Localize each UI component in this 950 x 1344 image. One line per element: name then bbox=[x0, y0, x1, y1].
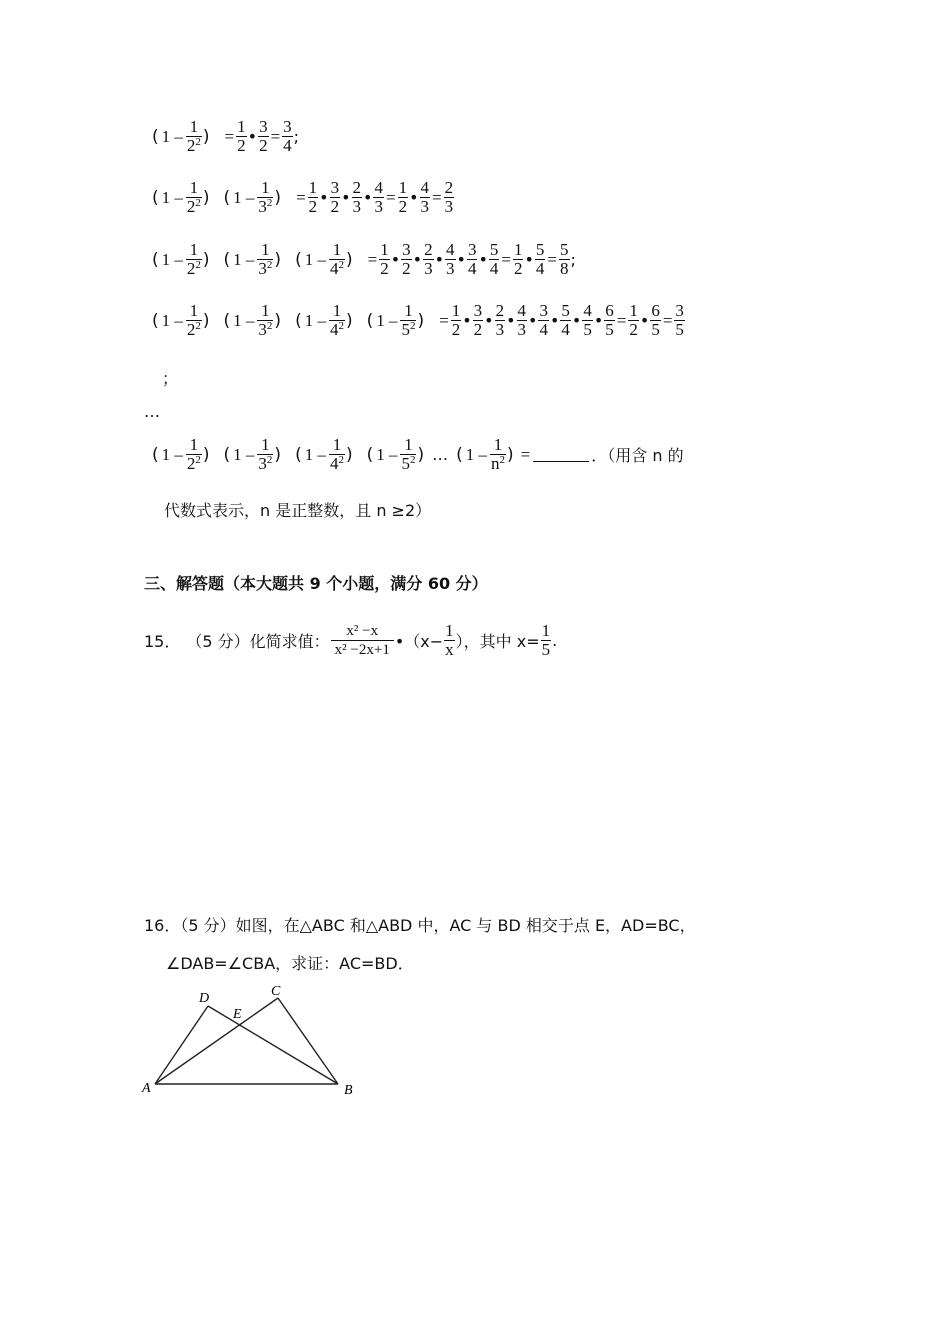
equation-line-2: ( 1 – $\frac{1}{2^2}$ ) ( 1 – $\frac{1}{3^2}$ ) = $\frac{1}{2}$ • $\frac{3}{2}$ • $\frac{2}{3}$ • $\frac{4}{3}$ = $\frac{1}{2}$ • $\frac{4}{3}$ = $\frac{2}{3}$ bbox=[152, 178, 454, 216]
section-heading: 三、解答题（本大题共 9 个小题，满分 60 分） bbox=[144, 574, 488, 593]
q15-close: ），其中 x= bbox=[455, 632, 540, 651]
line-end: ; bbox=[570, 250, 576, 269]
equation-final: ( 1 – $\frac{1}{2^2}$ ) ( 1 – $\frac{1}{3^2}$ ) ( 1 – $\frac{1}{4^2}$ ) ( 1 – $\frac{1}{5^2}$ ) … ( 1 – $\frac{1}{n^2}$ ) = ．（用含 n 的 bbox=[152, 435, 684, 473]
equation-line-1: ( 1 – $\frac{1}{2^2}$ ) = $\frac{1}{2}$ • $\frac{3}{2}$ = $\frac{3}{4}$ ; bbox=[152, 117, 300, 155]
q16-line-2: ∠DAB=∠CBA，求证：AC=BD． bbox=[166, 954, 414, 973]
triangle-figure bbox=[138, 982, 378, 1102]
point-label-d: D bbox=[199, 991, 210, 1006]
equation-line-4: ( 1 – $\frac{1}{2^2}$ ) ( 1 – $\frac{1}{3^2}$ ) ( 1 – $\frac{1}{4^2}$ ) ( 1 – $\frac{1}{5^2}$ ) = $\frac{1}{2}$ • $\frac{3}{2}$ • $\frac{2}{3}$ • $\frac{4}{3}$ • $\frac{3}{4}$ • $\frac{5}{4}$ • $\frac{4}{5}$ • $\frac{6}{5}$ = $\frac{1}{2}$ • $\frac{6}{5}$ = $\frac{3}{5}$ bbox=[152, 301, 684, 339]
final-continuation: 代数式表示，n 是正整数，且 n ≥2） bbox=[164, 501, 432, 520]
point-label-b: B bbox=[344, 1083, 353, 1098]
q15-mid: •（x− bbox=[394, 632, 444, 651]
answer-blank[interactable] bbox=[533, 447, 589, 462]
line-end: ; bbox=[293, 127, 300, 146]
semicolon: ； bbox=[162, 369, 179, 388]
q15-number: 15． bbox=[144, 632, 181, 651]
final-suffix: ．（用含 n 的 bbox=[591, 446, 684, 465]
question-15: 15． （5 分）化简求值： $\frac{\text{x² −x}}{\text{x² −2x+1}}$ •（x− $\frac{1}{x}$ ），其中 x= $\frac{1}{5}$ . bbox=[144, 621, 558, 659]
q15-end: . bbox=[552, 631, 558, 650]
q15-points: （5 分）化简求值： bbox=[186, 632, 330, 651]
point-label-a: A bbox=[142, 1081, 151, 1096]
q15-fraction: $\frac{\text{x² −x}}{\text{x² −2x+1}}$ bbox=[331, 622, 394, 659]
q16-line-1: 16．（5 分）如图，在△ABC 和△ABD 中，AC 与 BD 相交于点 E，AD=BC， bbox=[144, 916, 696, 935]
equation-line-3: ( 1 – $\frac{1}{2^2}$ ) ( 1 – $\frac{1}{3^2}$ ) ( 1 – $\frac{1}{4^2}$ ) = $\frac{1}{2}$ • $\frac{3}{2}$ • $\frac{2}{3}$ • $\frac{4}{3}$ • $\frac{3}{4}$ • $\frac{5}{4}$ = $\frac{1}{2}$ • $\frac{5}{4}$ = $\frac{5}{8}$ ; bbox=[152, 240, 576, 278]
point-label-e: E bbox=[233, 1007, 242, 1022]
factor: ( 1 – $\frac{1}{2^2}$ ) bbox=[152, 117, 210, 155]
ellipsis: … bbox=[144, 402, 160, 421]
point-label-c: C bbox=[271, 984, 281, 999]
